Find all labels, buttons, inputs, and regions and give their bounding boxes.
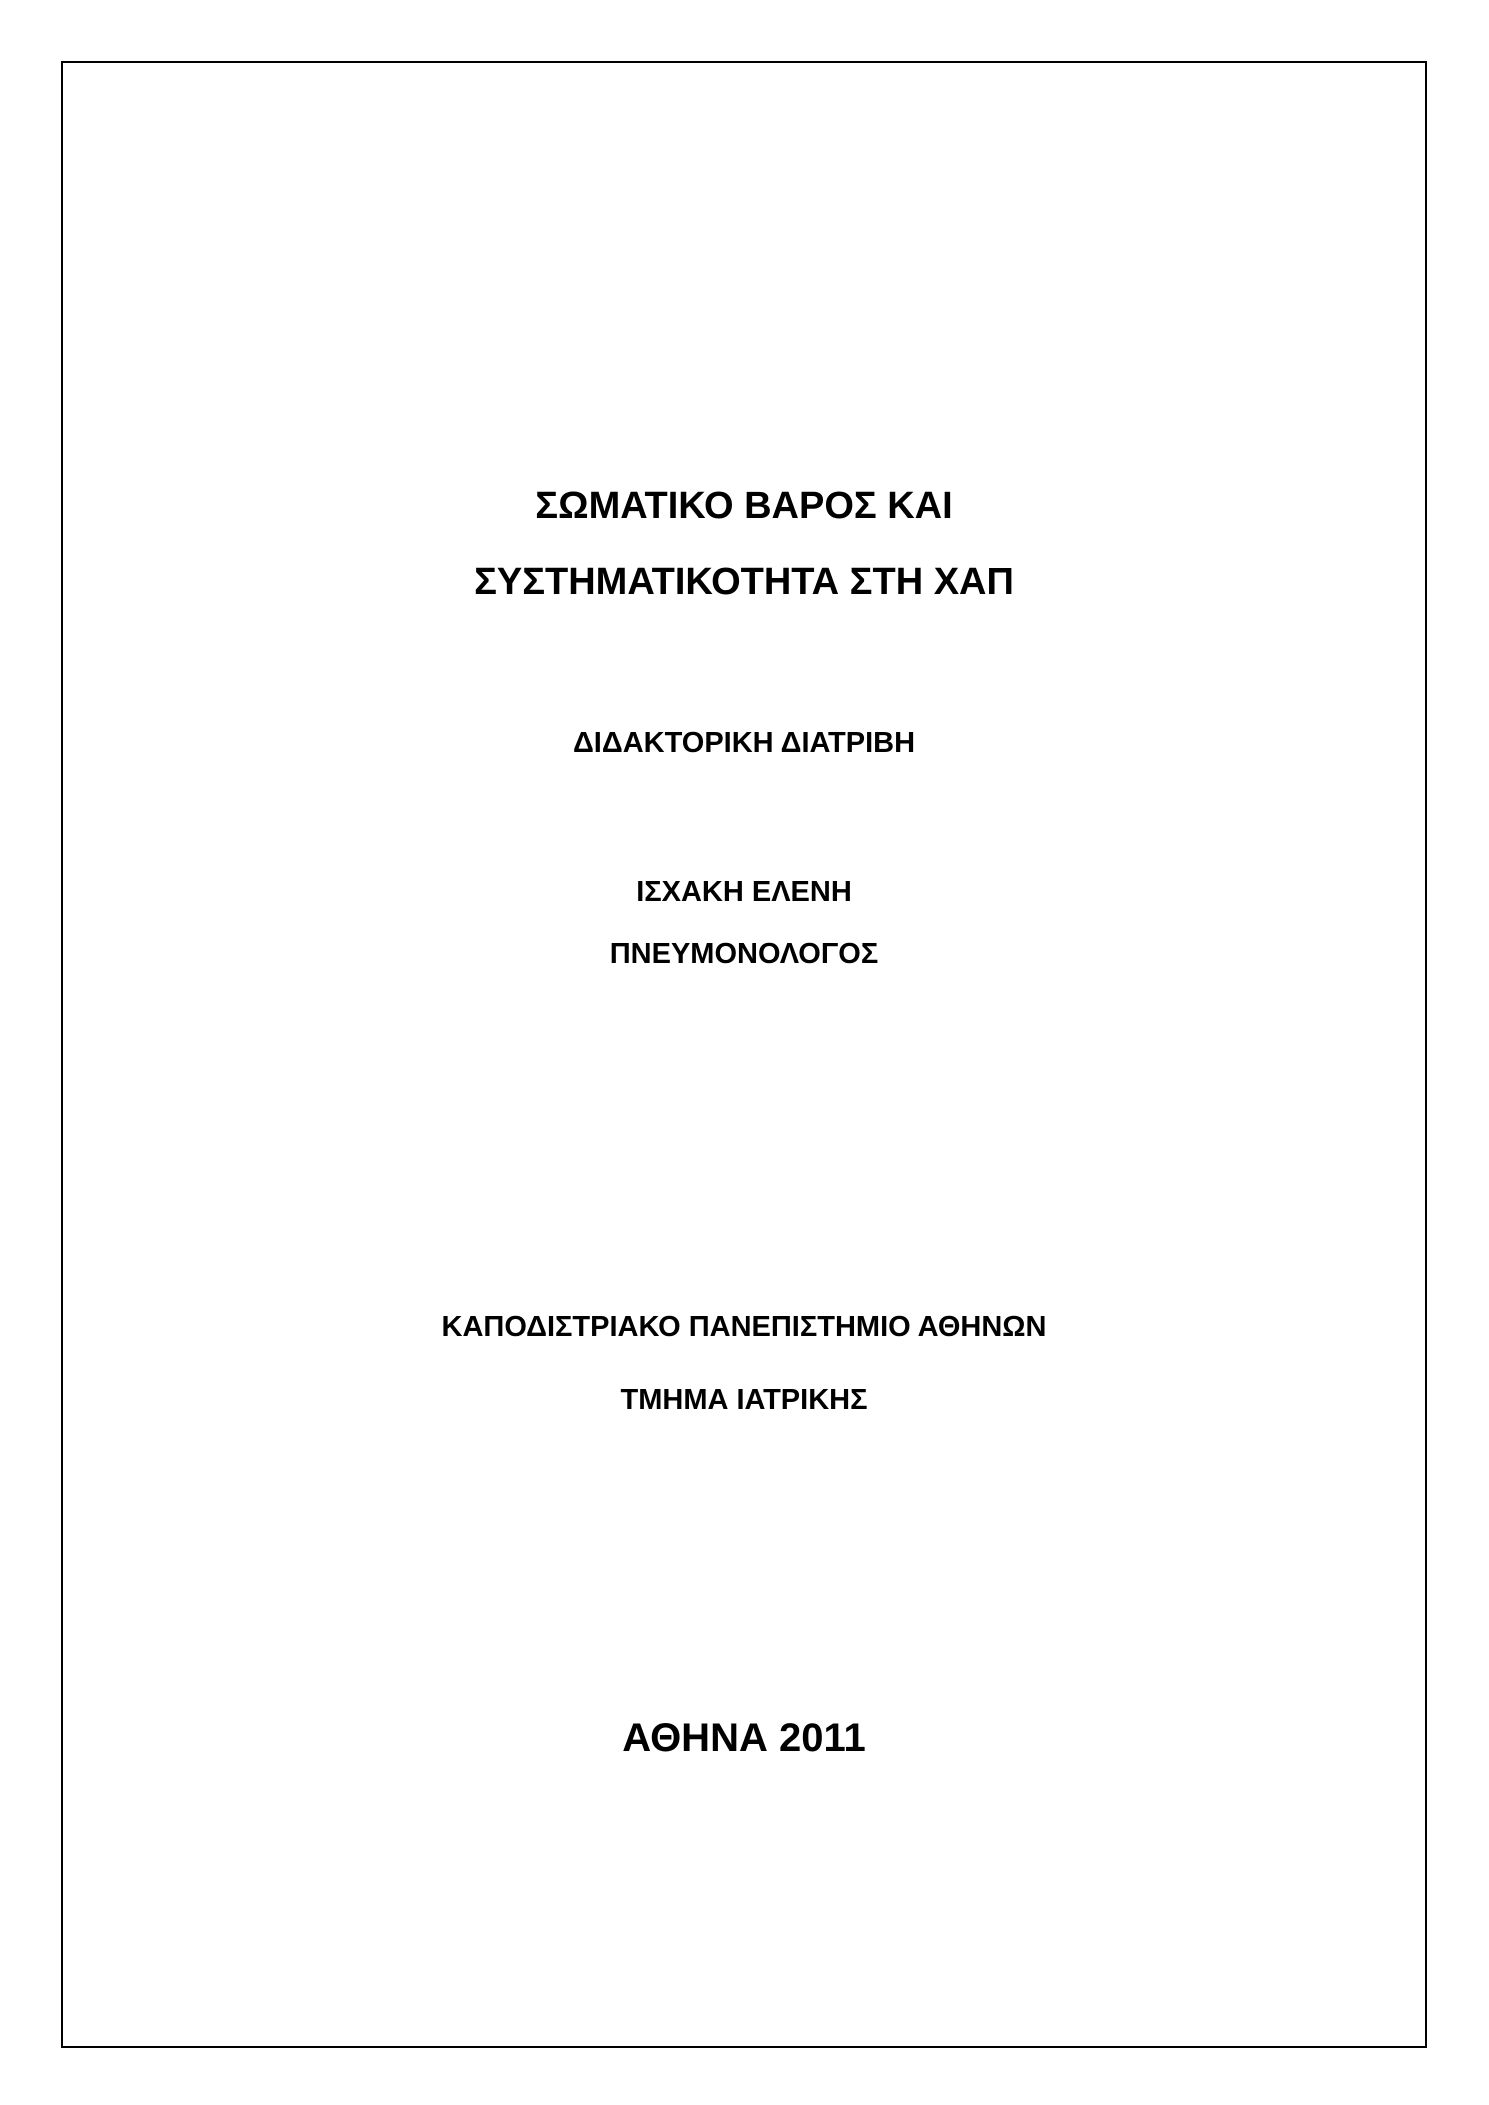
university-name: ΚΑΠΟΔΙΣΤΡΙΑΚΟ ΠΑΝΕΠΙΣΤΗΜΙΟ ΑΘΗΝΩΝ bbox=[441, 1311, 1047, 1343]
page-border bbox=[61, 61, 1427, 2048]
title-line-1: ΣΩΜΑΤΙΚΟ ΒΑΡΟΣ ΚΑΙ bbox=[535, 485, 953, 527]
department-name: ΤΜΗΜΑ ΙΑΤΡΙΚΗΣ bbox=[620, 1384, 868, 1416]
place-and-year: ΑΘΗΝΑ 2011 bbox=[622, 1716, 866, 1760]
author-specialty: ΠΝΕΥΜΟΝΟΛΟΓΟΣ bbox=[609, 938, 879, 970]
title-line-2: ΣΥΣΤΗΜΑΤΙΚΟΤΗΤΑ ΣΤΗ ΧΑΠ bbox=[474, 561, 1014, 603]
author-name: ΙΣΧΑΚΗ ΕΛΕΝΗ bbox=[636, 876, 852, 908]
thesis-type: ΔΙΔΑΚΤΟΡΙΚΗ ΔΙΑΤΡΙΒΗ bbox=[572, 727, 916, 759]
